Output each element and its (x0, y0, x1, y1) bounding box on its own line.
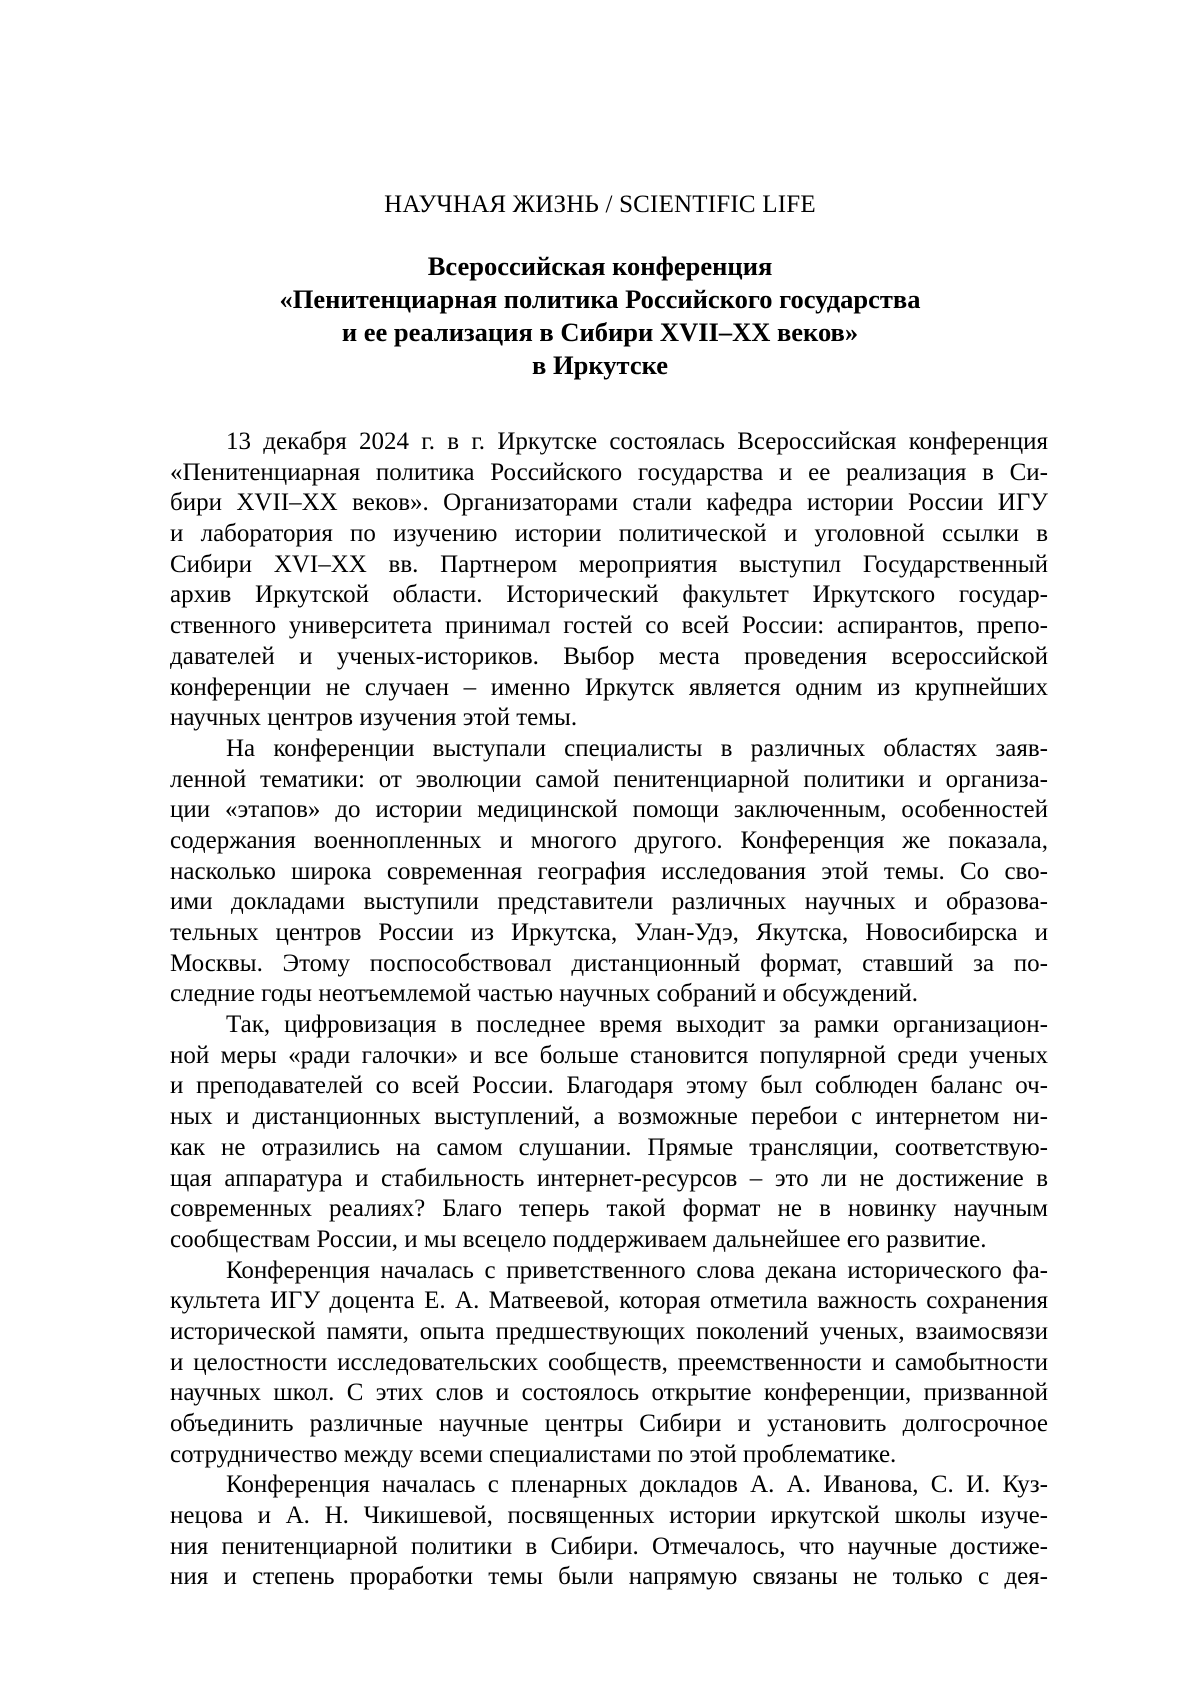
text-line: ния и степень проработки темы были напрямую связаны не только с дея- (170, 1563, 1048, 1591)
text-line: щая аппаратура и стабильность интернет-ресурсов – это ли не достижение в (170, 1164, 1048, 1192)
text-line: и лаборатория по изучению истории политической и уголовной ссылки в (170, 520, 1048, 548)
text-line: ственного университета принимал гостей со всей России: аспирантов, препо- (170, 612, 1048, 640)
text-line: ния пенитенциарной политики в Сибири. Отмечалось, что научные достиже- (170, 1532, 1048, 1560)
section-header: НАУЧНАЯ ЖИЗНЬ / SCIENTIFIC LIFE (384, 191, 816, 218)
text-line: ных и дистанционных выступлений, а возможные перебои с интернетом ни- (170, 1103, 1048, 1131)
text-line: Конференция началась с приветственного слова декана исторического фа- (226, 1256, 1048, 1284)
text-line: бири XVII–XX веков». Организаторами стали кафедра истории России ИГУ (170, 489, 1048, 517)
title-line: и ее реализация в Сибири XVII–XX веков» (341, 317, 859, 347)
text-line: архив Иркутской области. Исторический факультет Иркутского государ- (170, 581, 1048, 609)
title-line: «Пенитенциарная политика Российского государства (279, 284, 921, 314)
text-line: нецова и А. Н. Чикишевой, посвященных истории иркутской школы изуче- (170, 1502, 1048, 1530)
text-line: ции «этапов» до истории медицинской помощи заключенным, особенностей (170, 796, 1048, 824)
article-title (150, 250, 1050, 382)
text-line: и преподавателей со всей России. Благодаря этому был соблюден баланс оч- (170, 1072, 1048, 1100)
text-line: современных реалиях? Благо теперь такой формат не в новинку научным (170, 1195, 1048, 1223)
title-line: в Иркутске (532, 350, 668, 380)
paragraph-3 (170, 1010, 1048, 1256)
text-line: Конференция началась с пленарных докладов А. А. Иванова, С. И. Куз- (226, 1471, 1048, 1499)
text-line: содержания военнопленных и многого другого. Конференция же показала, (170, 826, 1048, 854)
text-line: культета ИГУ доцента Е. А. Матвеевой, которая отметила важность сохранения (170, 1287, 1048, 1315)
text-line: сотрудничество между всеми специалистами по этой проблематике. (170, 1440, 897, 1468)
text-line: объединить различные научные центры Сибири и установить долгосрочное (170, 1410, 1048, 1437)
text-line: Так, цифровизация в последнее время выходит за рамки организацион- (226, 1011, 1048, 1039)
text-line: На конференции выступали специалисты в различных областях заяв- (226, 734, 1048, 762)
text-line: научных школ. С этих слов и состоялось открытие конференции, призванной (170, 1379, 1048, 1407)
title-line: Всероссийская конференция (427, 251, 773, 281)
article-body (170, 427, 1048, 1593)
text-line: 13 декабря 2024 г. в г. Иркутске состоялась Всероссийская конференция (226, 428, 1048, 455)
text-line: и целостности исследовательских сообществ, преемственности и самобытности (170, 1348, 1048, 1376)
text-line: тельных центров России из Иркутска, Улан-Удэ, Якутска, Новосибирска и (170, 919, 1048, 946)
text-line: Сибири XVI–XX вв. Партнером мероприятия выступил Государственный (170, 550, 1048, 578)
text-line: как не отразились на самом слушании. Прямые трансляции, соответствую- (170, 1133, 1048, 1161)
text-line: ими докладами выступили представители различных научных и образова- (170, 888, 1048, 916)
paragraph-5 (170, 1470, 1048, 1593)
text-line: насколько широка современная география исследования этой темы. Со сво- (170, 857, 1048, 885)
text-line: ной меры «ради галочки» и все больше становится популярной среди ученых (170, 1041, 1048, 1069)
text-line: следние годы неотъемлемой частью научных собраний и обсуждений. (170, 980, 919, 1008)
text-line: давателей и ученых-историков. Выбор места проведения всероссийской (170, 642, 1048, 670)
text-line: конференции не случаен – именно Иркутск является одним из крупнейших (170, 673, 1048, 701)
text-line: научных центров изучения этой темы. (170, 704, 578, 732)
text-line: исторической памяти, опыта предшествующих поколений ученых, взаимосвязи (170, 1317, 1048, 1345)
text-line: Москвы. Этому поспособствовал дистанционный формат, ставший за по- (170, 949, 1048, 977)
paragraph-4 (170, 1256, 1048, 1471)
paragraph-1 (170, 427, 1048, 734)
text-line: ленной тематики: от эволюции самой пенитенциарной политики и организа- (170, 765, 1048, 793)
text-line: сообществам России, и мы всецело поддерживаем дальнейшее его развитие. (170, 1225, 987, 1253)
text-line: «Пенитенциарная политика Российского государства и ее реализация в Си- (170, 458, 1048, 486)
paragraph-2 (170, 734, 1048, 1010)
